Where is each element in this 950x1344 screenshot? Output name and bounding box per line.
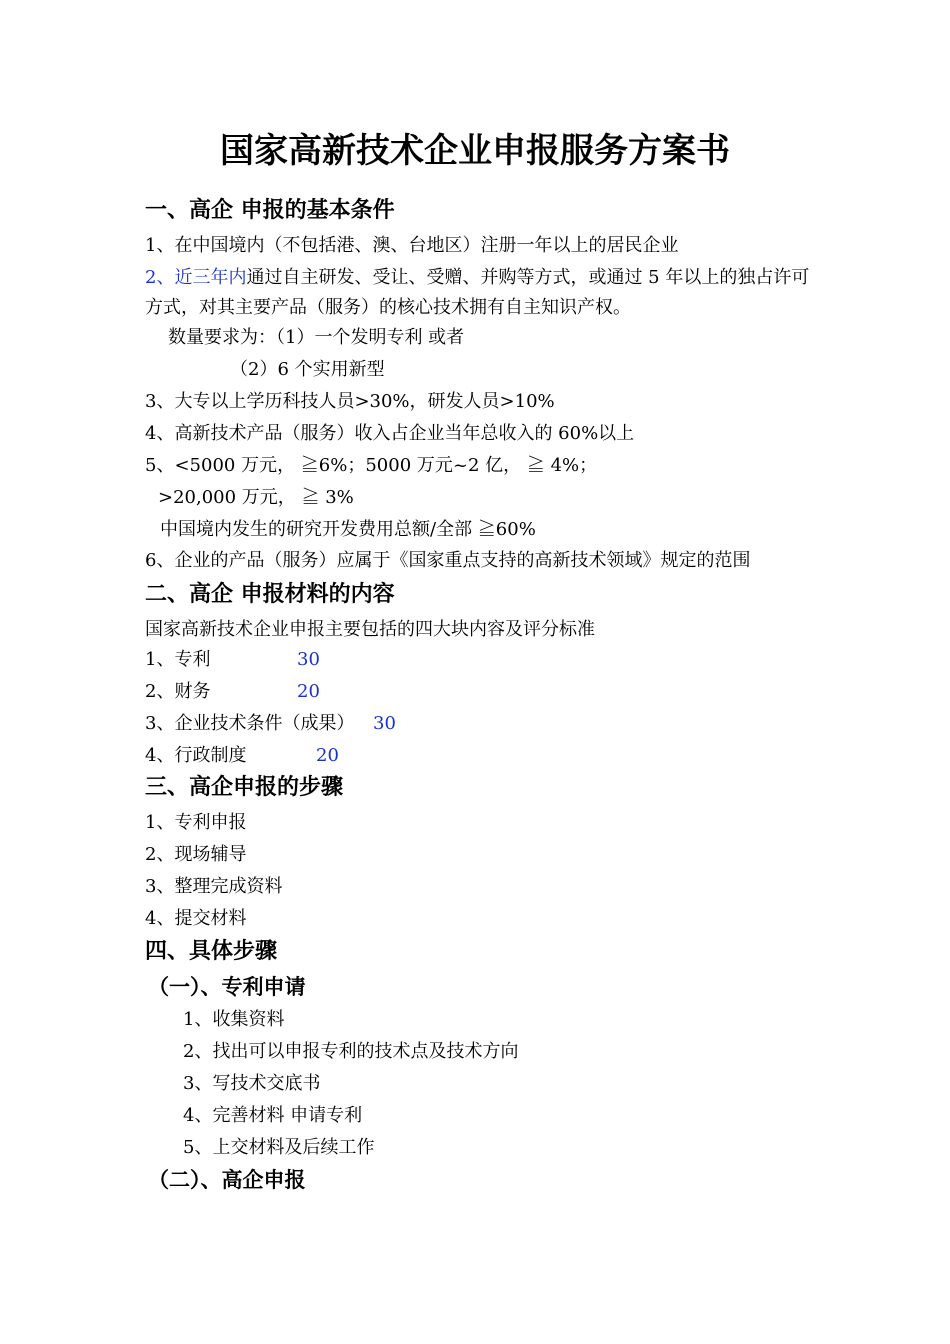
material-score-1: 30 [297, 649, 320, 670]
condition-2 [145, 265, 809, 291]
condition-5-line1: 5、<5000 万元， ≧6%；5000 万元~2 亿， ≧ 4%； [145, 455, 598, 476]
section-1-heading: 一、高企 申报的基本条件 [145, 198, 395, 223]
document-title: 国家高新技术企业申报服务方案书 [220, 131, 730, 171]
step-item-3: 3、整理完成资料 [145, 876, 283, 897]
condition-2-text: 通过自主研发、受让、受赠、并购等方式，或通过 5 年以上的独占许可 [246, 267, 810, 288]
condition-2-quantity-1: 数量要求为：（1）一个发明专利 或者 [168, 327, 465, 348]
material-label-4: 4、行政制度 [145, 745, 247, 766]
condition-1: 1、在中国境内（不包括港、澳、台地区）注册一年以上的居民企业 [145, 235, 679, 256]
step-item-4: 4、提交材料 [145, 908, 247, 929]
section-4-heading: 四、具体步骤 [145, 939, 278, 964]
condition-2-quantity-2: （2）6 个实用新型 [230, 359, 385, 380]
material-score-4: 20 [316, 745, 339, 766]
step-item-1: 1、专利申报 [145, 812, 247, 833]
patent-step-1: 1、收集资料 [183, 1009, 285, 1030]
patent-step-5: 5、上交材料及后续工作 [183, 1137, 375, 1158]
materials-intro: 国家高新技术企业申报主要包括的四大块内容及评分标准 [145, 619, 595, 640]
step-item-2: 2、现场辅导 [145, 844, 247, 865]
patent-step-2: 2、找出可以申报专利的技术点及技术方向 [183, 1041, 519, 1062]
condition-2-line2: 方式，对其主要产品（服务）的核心技术拥有自主知识产权。 [145, 297, 631, 318]
subsection-2-heading: （二）、高企申报 [148, 1168, 306, 1192]
condition-6: 6、企业的产品（服务）应属于《国家重点支持的高新技术领域》规定的范围 [145, 550, 751, 571]
material-label-3: 3、企业技术条件（成果） [145, 713, 355, 734]
condition-5-line3: 中国境内发生的研究开发费用总额/全部 ≧60% [160, 519, 536, 540]
condition-5-line2: >20,000 万元， ≧ 3% [158, 487, 354, 508]
condition-4: 4、高新技术产品（服务）收入占企业当年总收入的 60%以上 [145, 423, 635, 444]
condition-3: 3、大专以上学历科技人员>30%，研发人员>10% [145, 391, 555, 412]
patent-step-3: 3、写技术交底书 [183, 1073, 321, 1094]
patent-step-4: 4、完善材料 申请专利 [183, 1105, 363, 1126]
section-2-heading: 二、高企 申报材料的内容 [145, 582, 395, 607]
condition-2-prefix: 2、近三年内 [145, 267, 247, 288]
section-3-heading: 三、高企申报的步骤 [145, 775, 344, 800]
material-score-3: 30 [373, 713, 396, 734]
material-score-2: 20 [297, 681, 320, 702]
subsection-1-heading: （一）、专利申请 [148, 975, 306, 999]
material-label-2: 2、财务 [145, 681, 211, 702]
material-label-1: 1、专利 [145, 649, 211, 670]
